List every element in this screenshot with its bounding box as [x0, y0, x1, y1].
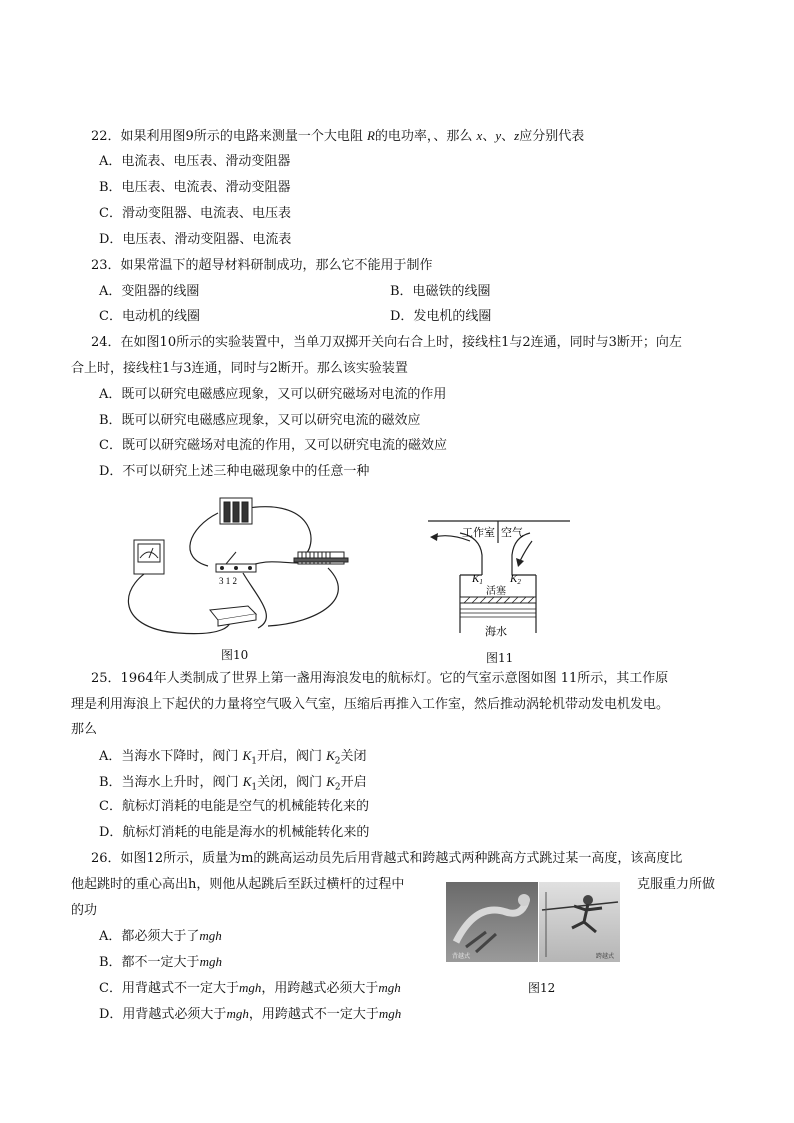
q26-stem-line2b: 克服重力所做: [637, 877, 716, 892]
switch-terminal-labels: 3 1 2: [219, 576, 237, 586]
label-piston: 活塞: [486, 586, 506, 597]
q25-a-text-2: 开启，阀门: [256, 749, 327, 764]
q25-stem-line3: 那么: [71, 722, 98, 737]
q22-stem-text-c: 应分别代表: [519, 129, 585, 144]
q26-option-c: [99, 979, 401, 998]
coil-rail: [294, 552, 348, 564]
photo-label-left: 背越式: [452, 953, 471, 960]
q22-option-c: C．滑动变阻器、电流表、电压表: [99, 206, 291, 221]
q22-var-x: x: [476, 128, 483, 143]
q23-option-d: D．发电机的线圈: [390, 309, 492, 324]
figure-11-caption: 图11: [486, 651, 514, 665]
magnet: [210, 606, 256, 626]
q26-c-text-2: ，用跨越式必须大于: [261, 981, 379, 996]
q26-b-text: B．都不一定大于: [99, 955, 200, 970]
q25-b-text-1: B．当海水上升时，阀门: [99, 775, 243, 790]
q25-option-b: [99, 773, 367, 797]
q25-option-c: C．航标灯消耗的电能是空气的机械能转化来的: [99, 799, 369, 814]
q22-sep2: 、: [501, 129, 515, 144]
sub-2: 2: [334, 782, 341, 793]
q26-d-text-1: D．用背越式必须大于: [99, 1007, 227, 1022]
q23-option-c: C．电动机的线圈: [99, 309, 200, 324]
q24-stem-line2: 合上时，接线柱1与3连通，同时与2断开。那么该实验装置: [71, 361, 408, 376]
var-mgh: mgh: [238, 980, 262, 995]
q22-var-y: y: [495, 128, 502, 143]
label-k1: K1: [472, 573, 483, 586]
double-throw-switch: [216, 552, 256, 572]
q22-stem-text-a: 22．如果利用图9所示的电路来测量一个大电阻: [91, 129, 367, 144]
q25-option-a: [99, 747, 367, 771]
var-k: K: [242, 774, 252, 789]
q24-stem-line1: 24．在如图10所示的实验装置中，当单刀双掷开关向右合上时，接线柱1与2连通，同时与3断开；向左: [91, 335, 682, 350]
q26-d-text-2: ，用跨越式不一定大于: [248, 1007, 379, 1022]
var-mgh: mgh: [378, 980, 401, 995]
var-mgh: mgh: [378, 1006, 402, 1021]
q24-option-c: C．既可以研究磁场对电流的作用，又可以研究电流的磁效应: [99, 438, 447, 453]
q26-a-text: A．都必须大于了: [99, 929, 200, 944]
sub-1: 1: [251, 756, 257, 767]
q22-option-a: A．电流表、电压表、滑动变阻器: [99, 154, 291, 169]
q26-stem-line2a: 他起跳时的重心高出h，则他从起跳后至跃过横杆的过程中: [71, 877, 405, 892]
var-k: K: [326, 774, 335, 789]
q23-stem: 23．如果常温下的超导材料研制成功，那么它不能用于制作: [91, 258, 433, 273]
q26-stem-line1: 26．如图12所示，质量为m的跳高运动员先后用背越式和跨越式两种跳高方式跳过某一高度，该高度比: [91, 851, 683, 866]
label-air: 空气: [501, 526, 523, 539]
q22-var-z: z: [514, 128, 520, 143]
photo-fosbury-flop: [446, 882, 538, 962]
figure-11-air-chamber: [420, 515, 575, 645]
battery-pack: [220, 498, 252, 524]
q26-stem-line3: 的功: [71, 903, 98, 918]
arrow-in-right: [520, 541, 532, 561]
q26-option-b: [99, 953, 222, 972]
figure-10-apparatus: [118, 488, 358, 644]
var-k: K: [242, 748, 252, 763]
q24-option-d: D．不可以研究上述三种电磁现象中的任意一种: [99, 464, 370, 479]
q25-option-d: D．航标灯消耗的电能是海水的机械能转化来的: [99, 825, 370, 840]
sub-2: 2: [334, 756, 341, 767]
var-mgh: mgh: [199, 928, 222, 943]
photo-scissors-jump: [539, 882, 620, 962]
q22-stem-text-b: 的电功率，、那么: [374, 129, 477, 144]
var-mgh: mgh: [199, 954, 222, 969]
q22-sep1: 、: [482, 129, 496, 144]
q24-option-a: A．既可以研究电磁感应现象，又可以研究磁场对电流的作用: [99, 387, 447, 402]
sea-water: [460, 609, 536, 617]
photo-label-right: 跨越式: [596, 953, 615, 960]
figure-12-photos: [446, 882, 620, 962]
var-k: K: [326, 748, 335, 763]
q23-option-a: A．变阻器的线圈: [99, 284, 200, 299]
q25-a-text-1: A．当海水下降时，阀门: [99, 749, 243, 764]
q22-option-b: B．电压表、电流表、滑动变阻器: [99, 180, 291, 195]
galvanometer: [134, 540, 164, 574]
sub-1: 1: [251, 782, 258, 793]
label-work-room: 工作室: [462, 526, 495, 539]
q24-option-b: B．既可以研究电磁感应现象，又可以研究电流的磁效应: [99, 413, 421, 428]
label-k2: K2: [510, 573, 521, 586]
q25-stem-line2: 理是利用海浪上下起伏的力量将空气吸入气室，压缩后再推入工作室，然后推动涡轮机带动发电机发电。: [71, 697, 670, 712]
q22-var-r: R: [366, 128, 375, 143]
figure-10-caption: 图10: [221, 648, 249, 662]
q26-option-d: [99, 1005, 401, 1024]
q25-a-text-3: 关闭: [340, 749, 367, 764]
q26-option-a: [99, 927, 222, 946]
q22-option-d: D．电压表、滑动变阻器、电流表: [99, 232, 292, 247]
q25-b-text-2: 关闭，阀门: [257, 775, 327, 790]
q26-c-text-1: C．用背越式不一定大于: [99, 981, 239, 996]
q25-stem-line1: 25．1964年人类制成了世界上第一盏用海浪发电的航标灯。它的气室示意图如图 11所示，其工作原: [91, 671, 669, 686]
q25-b-text-3: 开启: [340, 775, 367, 790]
q22-stem: [91, 127, 584, 146]
q23-option-b: B．电磁铁的线圈: [390, 284, 491, 299]
var-mgh: mgh: [226, 1006, 249, 1021]
label-sea-water: 海水: [485, 625, 507, 638]
figure-12-caption: 图12: [528, 981, 556, 995]
